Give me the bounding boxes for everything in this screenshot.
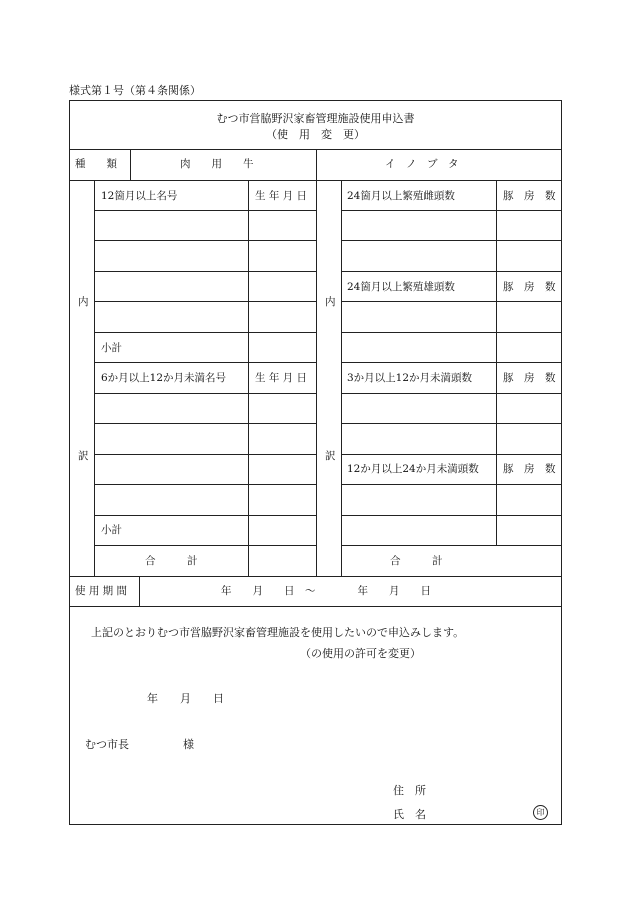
side-label-uchi: 内 xyxy=(78,296,89,308)
col-header-pens: 豚 房 数 xyxy=(503,372,556,384)
type-beef-cattle: 肉 用 牛 xyxy=(180,158,254,170)
divider-line xyxy=(69,576,562,577)
row-line xyxy=(341,271,562,272)
row-line xyxy=(94,484,316,485)
col-header-pens: 豚 房 数 xyxy=(503,281,556,293)
divider-line xyxy=(316,149,317,576)
row-line xyxy=(94,454,316,455)
row-line xyxy=(94,515,316,516)
total-label: 合 計 xyxy=(145,555,198,567)
type-boar-pig: イ ノ ブ タ xyxy=(385,158,459,170)
col-header-12to24m-count: 12か月以上24か月未満頭数 xyxy=(347,463,479,475)
honorific: 様 xyxy=(183,738,194,751)
row-line xyxy=(94,210,316,211)
subtotal-label: 小計 xyxy=(101,524,122,536)
row-line xyxy=(341,393,562,394)
form-title: むつ市営脇野沢家畜管理施設使用申込書 xyxy=(216,112,415,125)
application-statement: 上記のとおりむつ市営脇野沢家畜管理施設を使用したいので申込みします。 xyxy=(91,626,465,639)
row-line xyxy=(94,545,316,546)
address-label: 住 所 xyxy=(393,784,426,797)
row-line xyxy=(341,240,562,241)
divider-line xyxy=(139,576,140,606)
row-line xyxy=(94,332,316,333)
subtotal-label: 小計 xyxy=(101,342,122,354)
col-header-pens: 豚 房 数 xyxy=(503,190,556,202)
name-label: 氏 名 xyxy=(393,808,426,821)
row-line xyxy=(94,393,316,394)
period-label: 使 用 期 間 xyxy=(75,585,128,597)
row-line xyxy=(94,271,316,272)
row-line xyxy=(341,301,562,302)
row-line xyxy=(94,240,316,241)
addressee: むつ市長 xyxy=(85,738,129,751)
row-line xyxy=(341,423,562,424)
col-header-pens: 豚 房 数 xyxy=(503,463,556,475)
side-label-wake: 訳 xyxy=(78,450,89,462)
side-label-wake: 訳 xyxy=(325,450,336,462)
type-label: 種 類 xyxy=(75,158,117,170)
row-line xyxy=(341,362,562,363)
row-line xyxy=(94,301,316,302)
form-subtitle: （使 用 変 更） xyxy=(266,128,365,141)
total-label: 合 計 xyxy=(390,555,443,567)
side-label-uchi: 内 xyxy=(325,296,336,308)
row-line xyxy=(341,484,562,485)
row-line xyxy=(341,454,562,455)
col-header-breeding-female: 24箇月以上繁殖雌頭数 xyxy=(347,190,455,202)
form-label: 様式第１号（第４条関係） xyxy=(69,84,201,97)
col-header-6to12m-name: 6か月以上12か月未満名号 xyxy=(101,372,227,384)
row-line xyxy=(341,210,562,211)
row-line xyxy=(94,423,316,424)
divider-line xyxy=(130,149,131,180)
col-header-birthdate: 生 年 月 日 xyxy=(255,372,308,384)
seal-icon: 印 xyxy=(533,805,548,820)
change-note: （の使用の許可を変更） xyxy=(300,647,421,660)
col-header-breeding-male: 24箇月以上繁殖雄頭数 xyxy=(347,281,455,293)
col-header-birthdate: 生 年 月 日 xyxy=(255,190,308,202)
row-line xyxy=(94,362,316,363)
col-header-12m-name: 12箇月以上名号 xyxy=(101,190,178,202)
application-date: 年 月 日 xyxy=(147,692,224,705)
period-range: 年 月 日 ～ 年 月 日 xyxy=(221,585,431,597)
divider-line xyxy=(69,606,562,607)
row-line xyxy=(341,515,562,516)
row-line xyxy=(341,545,562,546)
col-header-3to12m-count: 3か月以上12か月未満頭数 xyxy=(347,372,473,384)
row-line xyxy=(341,332,562,333)
